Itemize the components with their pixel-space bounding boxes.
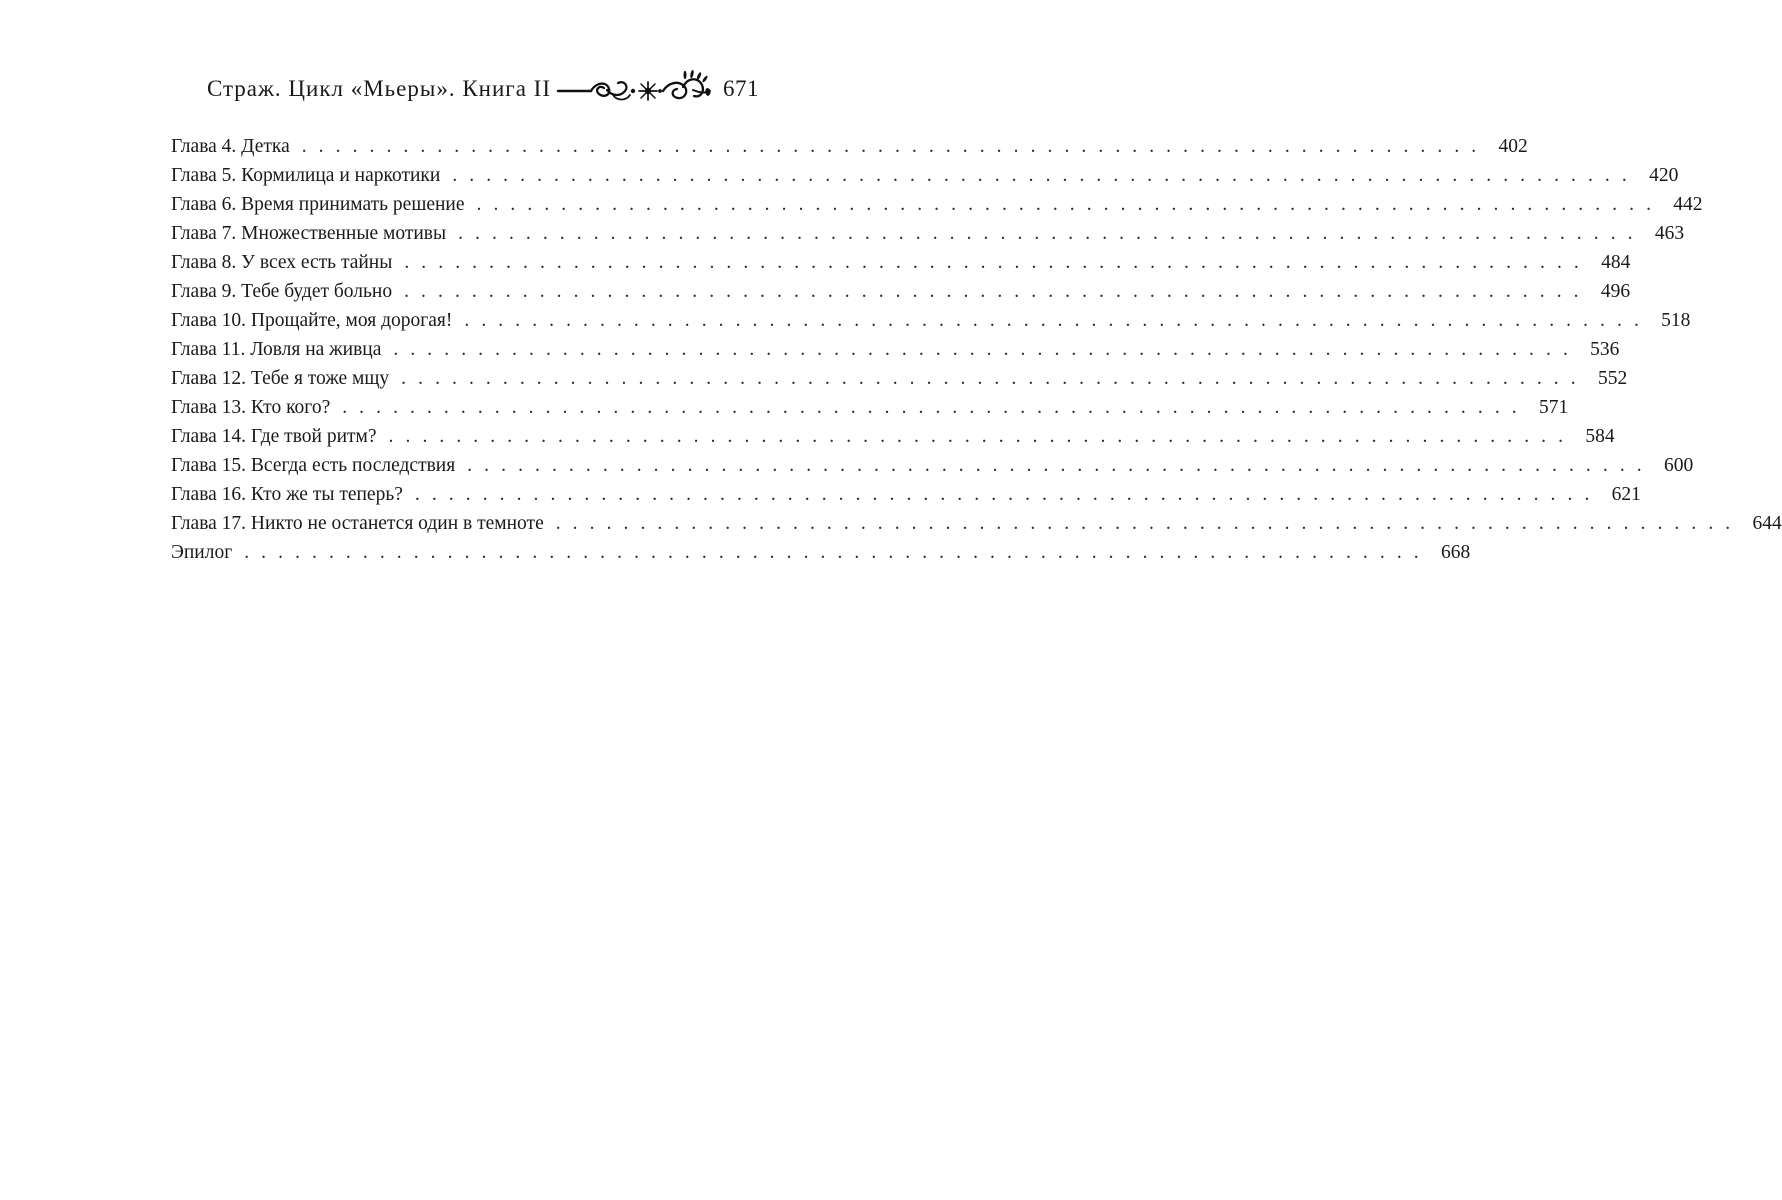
toc-entry-page-number: 402	[1498, 136, 1528, 157]
toc-entry-page-number: 644	[1752, 513, 1782, 534]
toc-entry	[171, 190, 1703, 219]
toc-entry-page-number: 420	[1649, 165, 1679, 186]
toc-entry-page-number: 518	[1661, 310, 1691, 331]
toc-entry-page-number: 552	[1597, 368, 1628, 389]
dot-leader: . . . . . . . . . . . . . . . . . . . . . . . . . . . . . . . . . . . . . . . . . . . . . . . . . . . . . . . . . . . . . . . . . . . . . .	[244, 542, 1423, 563]
dot-leader: . . . . . . . . . . . . . . . . . . . . . . . . . . . . . . . . . . . . . . . . . . . . . . . . . . . . . . . . . . . . . . . . . . . . . .	[393, 339, 1572, 360]
toc-entry	[171, 132, 1528, 161]
decorative-flourish-icon	[557, 70, 713, 106]
dot-leader: . . . . . . . . . . . . . . . . . . . . . . . . . . . . . . . . . . . . . . . . . . . . . . . . . . . . . . . . . . . . . . . . . . . . . .	[404, 281, 1583, 302]
toc-entry	[171, 364, 1628, 393]
toc-entry-title: Глава 10. Прощайте, моя дорогая!	[171, 310, 453, 331]
toc-entry	[171, 277, 1631, 306]
toc-entry-title: Глава 5. Кормилица и наркотики	[171, 165, 441, 186]
toc-entry-title: Глава 4. Детка	[171, 136, 290, 157]
dot-leader: . . . . . . . . . . . . . . . . . . . . . . . . . . . . . . . . . . . . . . . . . . . . . . . . . . . . . . . . . . . . . . . . . . . . . .	[414, 484, 1593, 505]
running-header	[141, 66, 759, 110]
toc-entry	[171, 306, 1691, 335]
toc-entry	[171, 161, 1679, 190]
table-of-contents	[171, 132, 1782, 567]
dot-leader: . . . . . . . . . . . . . . . . . . . . . . . . . . . . . . . . . . . . . . . . . . . . . . . . . . . . . . . . . . . . . . . . . . . . . .	[401, 368, 1580, 389]
running-title: Страж. Цикл «Мьеры». Книга II	[206, 75, 551, 101]
toc-entry	[171, 451, 1694, 480]
toc-entry-page-number: 668	[1441, 542, 1471, 563]
toc-entry	[171, 219, 1685, 248]
toc-entry-title: Глава 11. Ловля на живца	[171, 339, 382, 360]
toc-entry	[171, 248, 1631, 277]
toc-entry-page-number: 442	[1673, 194, 1703, 215]
dot-leader: . . . . . . . . . . . . . . . . . . . . . . . . . . . . . . . . . . . . . . . . . . . . . . . . . . . . . . . . . . . . . . . . . . . . . .	[467, 455, 1646, 476]
toc-entry-page-number: 484	[1601, 252, 1631, 273]
dot-leader: . . . . . . . . . . . . . . . . . . . . . . . . . . . . . . . . . . . . . . . . . . . . . . . . . . . . . . . . . . . . . . . . . . . . . .	[342, 397, 1521, 418]
toc-entry-page-number: 496	[1600, 281, 1631, 302]
toc-entry-title: Глава 16. Кто же ты теперь?	[171, 484, 403, 505]
toc-entry-title: Глава 7. Множественные мотивы	[171, 223, 447, 244]
toc-entry	[171, 393, 1569, 422]
dot-leader: . . . . . . . . . . . . . . . . . . . . . . . . . . . . . . . . . . . . . . . . . . . . . . . . . . . . . . . . . . . . . . . . . . . . . .	[301, 136, 1480, 157]
dot-leader: . . . . . . . . . . . . . . . . . . . . . . . . . . . . . . . . . . . . . . . . . . . . . . . . . . . . . . . . . . . . . . . . . . . . . .	[555, 513, 1734, 534]
toc-entry-title: Глава 17. Никто не останется один в темноте	[171, 513, 544, 534]
toc-entry-title: Глава 13. Кто кого?	[171, 397, 331, 418]
toc-entry	[171, 422, 1615, 451]
toc-entry-title: Глава 14. Где твой ритм?	[171, 426, 377, 447]
toc-entry-title: Глава 8. У всех есть тайны	[171, 252, 393, 273]
toc-entry-page-number: 584	[1585, 426, 1615, 447]
dot-leader: . . . . . . . . . . . . . . . . . . . . . . . . . . . . . . . . . . . . . . . . . . . . . . . . . . . . . . . . . . . . . . . . . . . . . .	[458, 223, 1637, 244]
page-number: 671	[723, 75, 759, 101]
toc-entry	[171, 480, 1641, 509]
dot-leader: . . . . . . . . . . . . . . . . . . . . . . . . . . . . . . . . . . . . . . . . . . . . . . . . . . . . . . . . . . . . . . . . . . . . . .	[404, 252, 1583, 273]
toc-entry-page-number: 571	[1539, 397, 1569, 418]
toc-entry-page-number: 600	[1664, 455, 1694, 476]
dot-leader: . . . . . . . . . . . . . . . . . . . . . . . . . . . . . . . . . . . . . . . . . . . . . . . . . . . . . . . . . . . . . . . . . . . . . .	[452, 165, 1631, 186]
dot-leader: . . . . . . . . . . . . . . . . . . . . . . . . . . . . . . . . . . . . . . . . . . . . . . . . . . . . . . . . . . . . . . . . . . . . . .	[476, 194, 1655, 215]
toc-entry	[171, 509, 1782, 538]
toc-entry-page-number: 536	[1590, 339, 1620, 360]
dot-leader: . . . . . . . . . . . . . . . . . . . . . . . . . . . . . . . . . . . . . . . . . . . . . . . . . . . . . . . . . . . . . . . . . . . . . .	[464, 310, 1643, 331]
toc-entry-title: Глава 9. Тебе будет больно	[171, 281, 393, 302]
toc-entry	[171, 538, 1471, 567]
toc-entry-title: Глава 12. Тебе я тоже мщу	[171, 368, 390, 389]
toc-entry-title: Эпилог	[171, 542, 233, 563]
toc-entry	[171, 335, 1620, 364]
toc-entry-title: Глава 15. Всегда есть последствия	[171, 455, 456, 476]
dot-leader: . . . . . . . . . . . . . . . . . . . . . . . . . . . . . . . . . . . . . . . . . . . . . . . . . . . . . . . . . . . . . . . . . . . . . .	[388, 426, 1567, 447]
toc-entry-title: Глава 6. Время принимать решение	[171, 194, 465, 215]
toc-entry-page-number: 463	[1654, 223, 1685, 244]
toc-entry-page-number: 621	[1611, 484, 1641, 505]
